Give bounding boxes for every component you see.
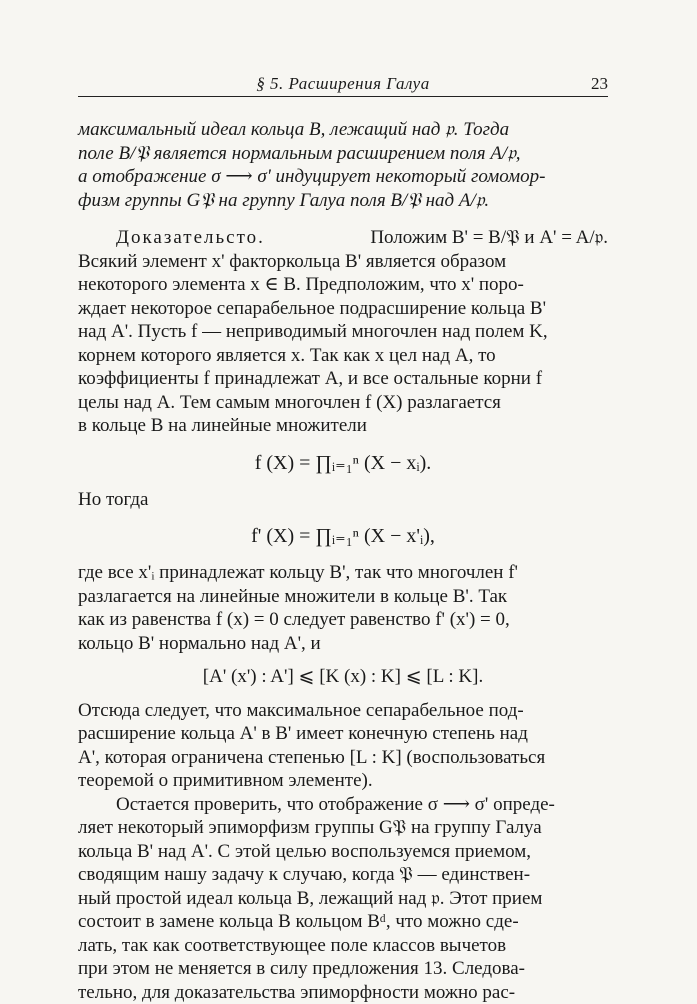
theorem-line: физм группы G𝔓 на группу Галуа поля B/𝔓 над A/𝔭.: [78, 189, 608, 213]
page-header: [78, 74, 608, 96]
proof-word: Доказательсто.: [116, 226, 265, 250]
text-line: Отсюда следует, что максимальное сепарабельное под-: [78, 699, 608, 723]
text-line: кольцо B' нормально над A', и: [78, 632, 608, 656]
text-line: при этом не меняется в силу предложения 13. Следова-: [78, 957, 608, 981]
formula-degree-inequality: [A' (x') : A'] ⩽ [K (x) : K] ⩽ [L : K].: [78, 665, 608, 689]
theorem-line: поле B/𝔓 является нормальным расширением поля A/𝔭,: [78, 142, 608, 166]
proof-line: некоторого элемента x ∈ B. Предположим, что x' поро-: [78, 273, 608, 297]
theorem-line: а отображение σ ⟶ σ' индуцирует некоторый гомомор-: [78, 165, 608, 189]
text-line: Остается проверить, что отображение σ ⟶ σ' опреде-: [78, 793, 608, 817]
text-line: расширение кольца A' в B' имеет конечную степень над: [78, 722, 608, 746]
after-formula-paragraph: [78, 561, 608, 655]
proof-first-line: [78, 226, 608, 250]
proof-line: целы над A. Тем самым многочлен f (X) разлагается: [78, 391, 608, 415]
proof-line: Всякий элемент x' факторкольца B' является образом: [78, 250, 608, 274]
proof-line: над A'. Пусть f — неприводимый многочлен над полем K,: [78, 320, 608, 344]
proof-line: в кольце B на линейные множители: [78, 414, 608, 438]
theorem-statement: [78, 118, 608, 212]
proof-paragraph: [78, 226, 608, 438]
but-then-line: Но тогда: [78, 488, 608, 512]
theorem-line: максимальный идеал кольца B, лежащий над 𝔭. Тогда: [78, 118, 608, 142]
text-line: лать, так как соответствующее поле классов вычетов: [78, 934, 608, 958]
text-line: ляет некоторый эпиморфизм группы G𝔓 на группу Галуа: [78, 816, 608, 840]
formula-product-1: f (X) = ∏ᵢ₌₁ⁿ (X − xᵢ).: [78, 448, 608, 478]
text-line: кольца B' над A'. С этой целью воспользуемся приемом,: [78, 840, 608, 864]
text-line: как из равенства f (x) = 0 следует равенство f' (x') = 0,: [78, 608, 608, 632]
final-paragraph: [78, 793, 608, 1004]
page-number: 23: [591, 74, 608, 94]
text-line: где все x'ᵢ принадлежат кольцу B', так что многочлен f': [78, 561, 608, 585]
consequence-paragraph: [78, 699, 608, 793]
text-line: тельно, для доказательства эпиморфности можно рас-: [78, 981, 608, 1004]
text-line: сводящим нашу задачу к случаю, когда 𝔓 — единствен-: [78, 863, 608, 887]
header-rule: [78, 96, 608, 97]
text-line: ный простой идеал кольца B, лежащий над 𝔭. Этот прием: [78, 887, 608, 911]
text-line: теоремой о примитивном элементе).: [78, 769, 608, 793]
page-body: [78, 118, 608, 1004]
text-line: разлагается на линейные множители в кольце B'. Так: [78, 585, 608, 609]
proof-line: Положим B' = B/𝔓 и A' = A/𝔭.: [370, 226, 608, 250]
proof-line: ждает некоторое сепарабельное подрасширение кольца B': [78, 297, 608, 321]
proof-line: корнем которого является x. Так как x цел над A, то: [78, 344, 608, 368]
running-title: § 5. Расширения Галуа: [78, 74, 608, 94]
formula-product-2: f' (X) = ∏ᵢ₌₁ⁿ (X − x'ᵢ),: [78, 521, 608, 551]
proof-line: коэффициенты f принадлежат A, и все остальные корни f: [78, 367, 608, 391]
text-line: состоит в замене кольца B кольцом Bᵈ, что можно сде-: [78, 910, 608, 934]
text-line: A', которая ограничена степенью [L : K] (воспользоваться: [78, 746, 608, 770]
